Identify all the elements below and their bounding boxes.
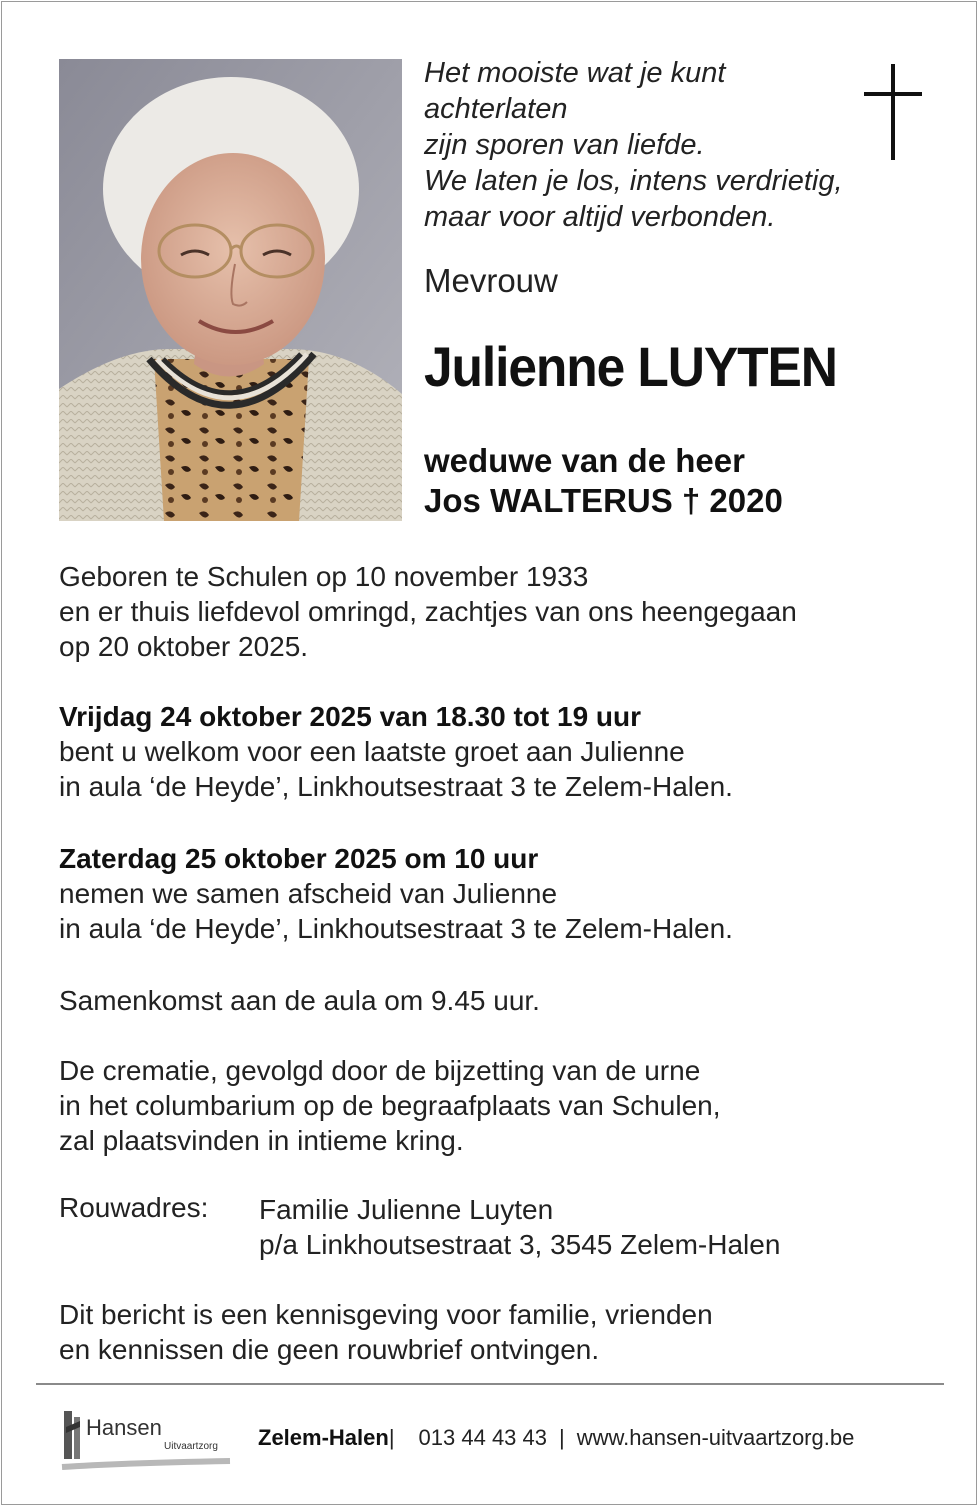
poem-line: maar voor altijd verbonden. [424, 201, 776, 233]
text-line: in aula ‘de Heyde’, Linkhoutsestraat 3 te Zelem-Halen. [59, 771, 733, 802]
poem [424, 55, 884, 235]
widow-line: weduwe van de heer [424, 442, 745, 479]
logo-name: Hansen [86, 1415, 162, 1440]
ceremony-heading: Zaterdag 25 oktober 2025 om 10 uur [59, 843, 539, 874]
text-line: Geboren te Schulen op 10 november 1933 [59, 561, 589, 592]
farewell-visit-heading: Vrijdag 24 oktober 2025 van 18.30 tot 19 uur [59, 701, 642, 732]
deceased-name: Julienne LUYTEN [424, 335, 837, 398]
portrait-photo [59, 59, 402, 521]
text-line: bent u welkom voor een laatste groet aan Julienne [59, 736, 685, 767]
ceremony-paragraph [59, 841, 733, 946]
footer-phone[interactable]: 013 44 43 43 [418, 1425, 548, 1450]
address-line: Familie Julienne Luyten [259, 1194, 554, 1225]
address-lines [259, 1192, 780, 1262]
text-line: en kennissen die geen rouwbrief ontvingen. [59, 1334, 600, 1365]
cross-icon [864, 64, 922, 160]
poem-line: We laten je los, intens verdrietig, [424, 165, 843, 197]
widow-line: Jos WALTERUS † 2020 [424, 482, 783, 519]
poem-line: Het mooiste wat je kunt [424, 57, 726, 89]
footer-website-link[interactable]: www.hansen-uitvaartzorg.be [576, 1425, 855, 1450]
footer-separator: | [388, 1425, 395, 1450]
footer-contact [258, 1425, 854, 1451]
widow-of [424, 441, 783, 521]
text-line: en er thuis liefdevol omringd, zachtjes van ons heengegaan [59, 596, 797, 627]
gathering-paragraph [59, 983, 540, 1018]
address-label: Rouwadres: [59, 1192, 209, 1223]
notice-paragraph [59, 1297, 713, 1367]
footer-divider [36, 1383, 944, 1385]
hansen-logo-icon [56, 1405, 236, 1473]
text-line: zal plaatsvinden in intieme kring. [59, 1125, 464, 1156]
footer-location: Zelem-Halen [258, 1425, 389, 1450]
poem-line: zijn sporen van liefde. [424, 129, 705, 161]
text-line: op 20 oktober 2025. [59, 631, 309, 662]
footer-separator: | [559, 1425, 565, 1450]
farewell-visit-paragraph [59, 699, 733, 804]
poem-line: achterlaten [424, 93, 568, 125]
text-line: in het columbarium op de begraafplaats van Schulen, [59, 1090, 721, 1121]
text-line: Dit bericht is een kennisgeving voor familie, vrienden [59, 1299, 713, 1330]
honorific: Mevrouw [424, 262, 558, 299]
birth-paragraph [59, 559, 797, 664]
address-line: p/a Linkhoutsestraat 3, 3545 Zelem-Halen [259, 1229, 781, 1260]
text-line: in aula ‘de Heyde’, Linkhoutsestraat 3 te Zelem-Halen. [59, 913, 733, 944]
cremation-paragraph [59, 1053, 721, 1158]
logo-subtitle: Uitvaartzorg [164, 1441, 218, 1452]
text-line: De crematie, gevolgd door de bijzetting van de urne [59, 1055, 701, 1086]
text-line: Samenkomst aan de aula om 9.45 uur. [59, 985, 540, 1016]
text-line: nemen we samen afscheid van Julienne [59, 878, 558, 909]
